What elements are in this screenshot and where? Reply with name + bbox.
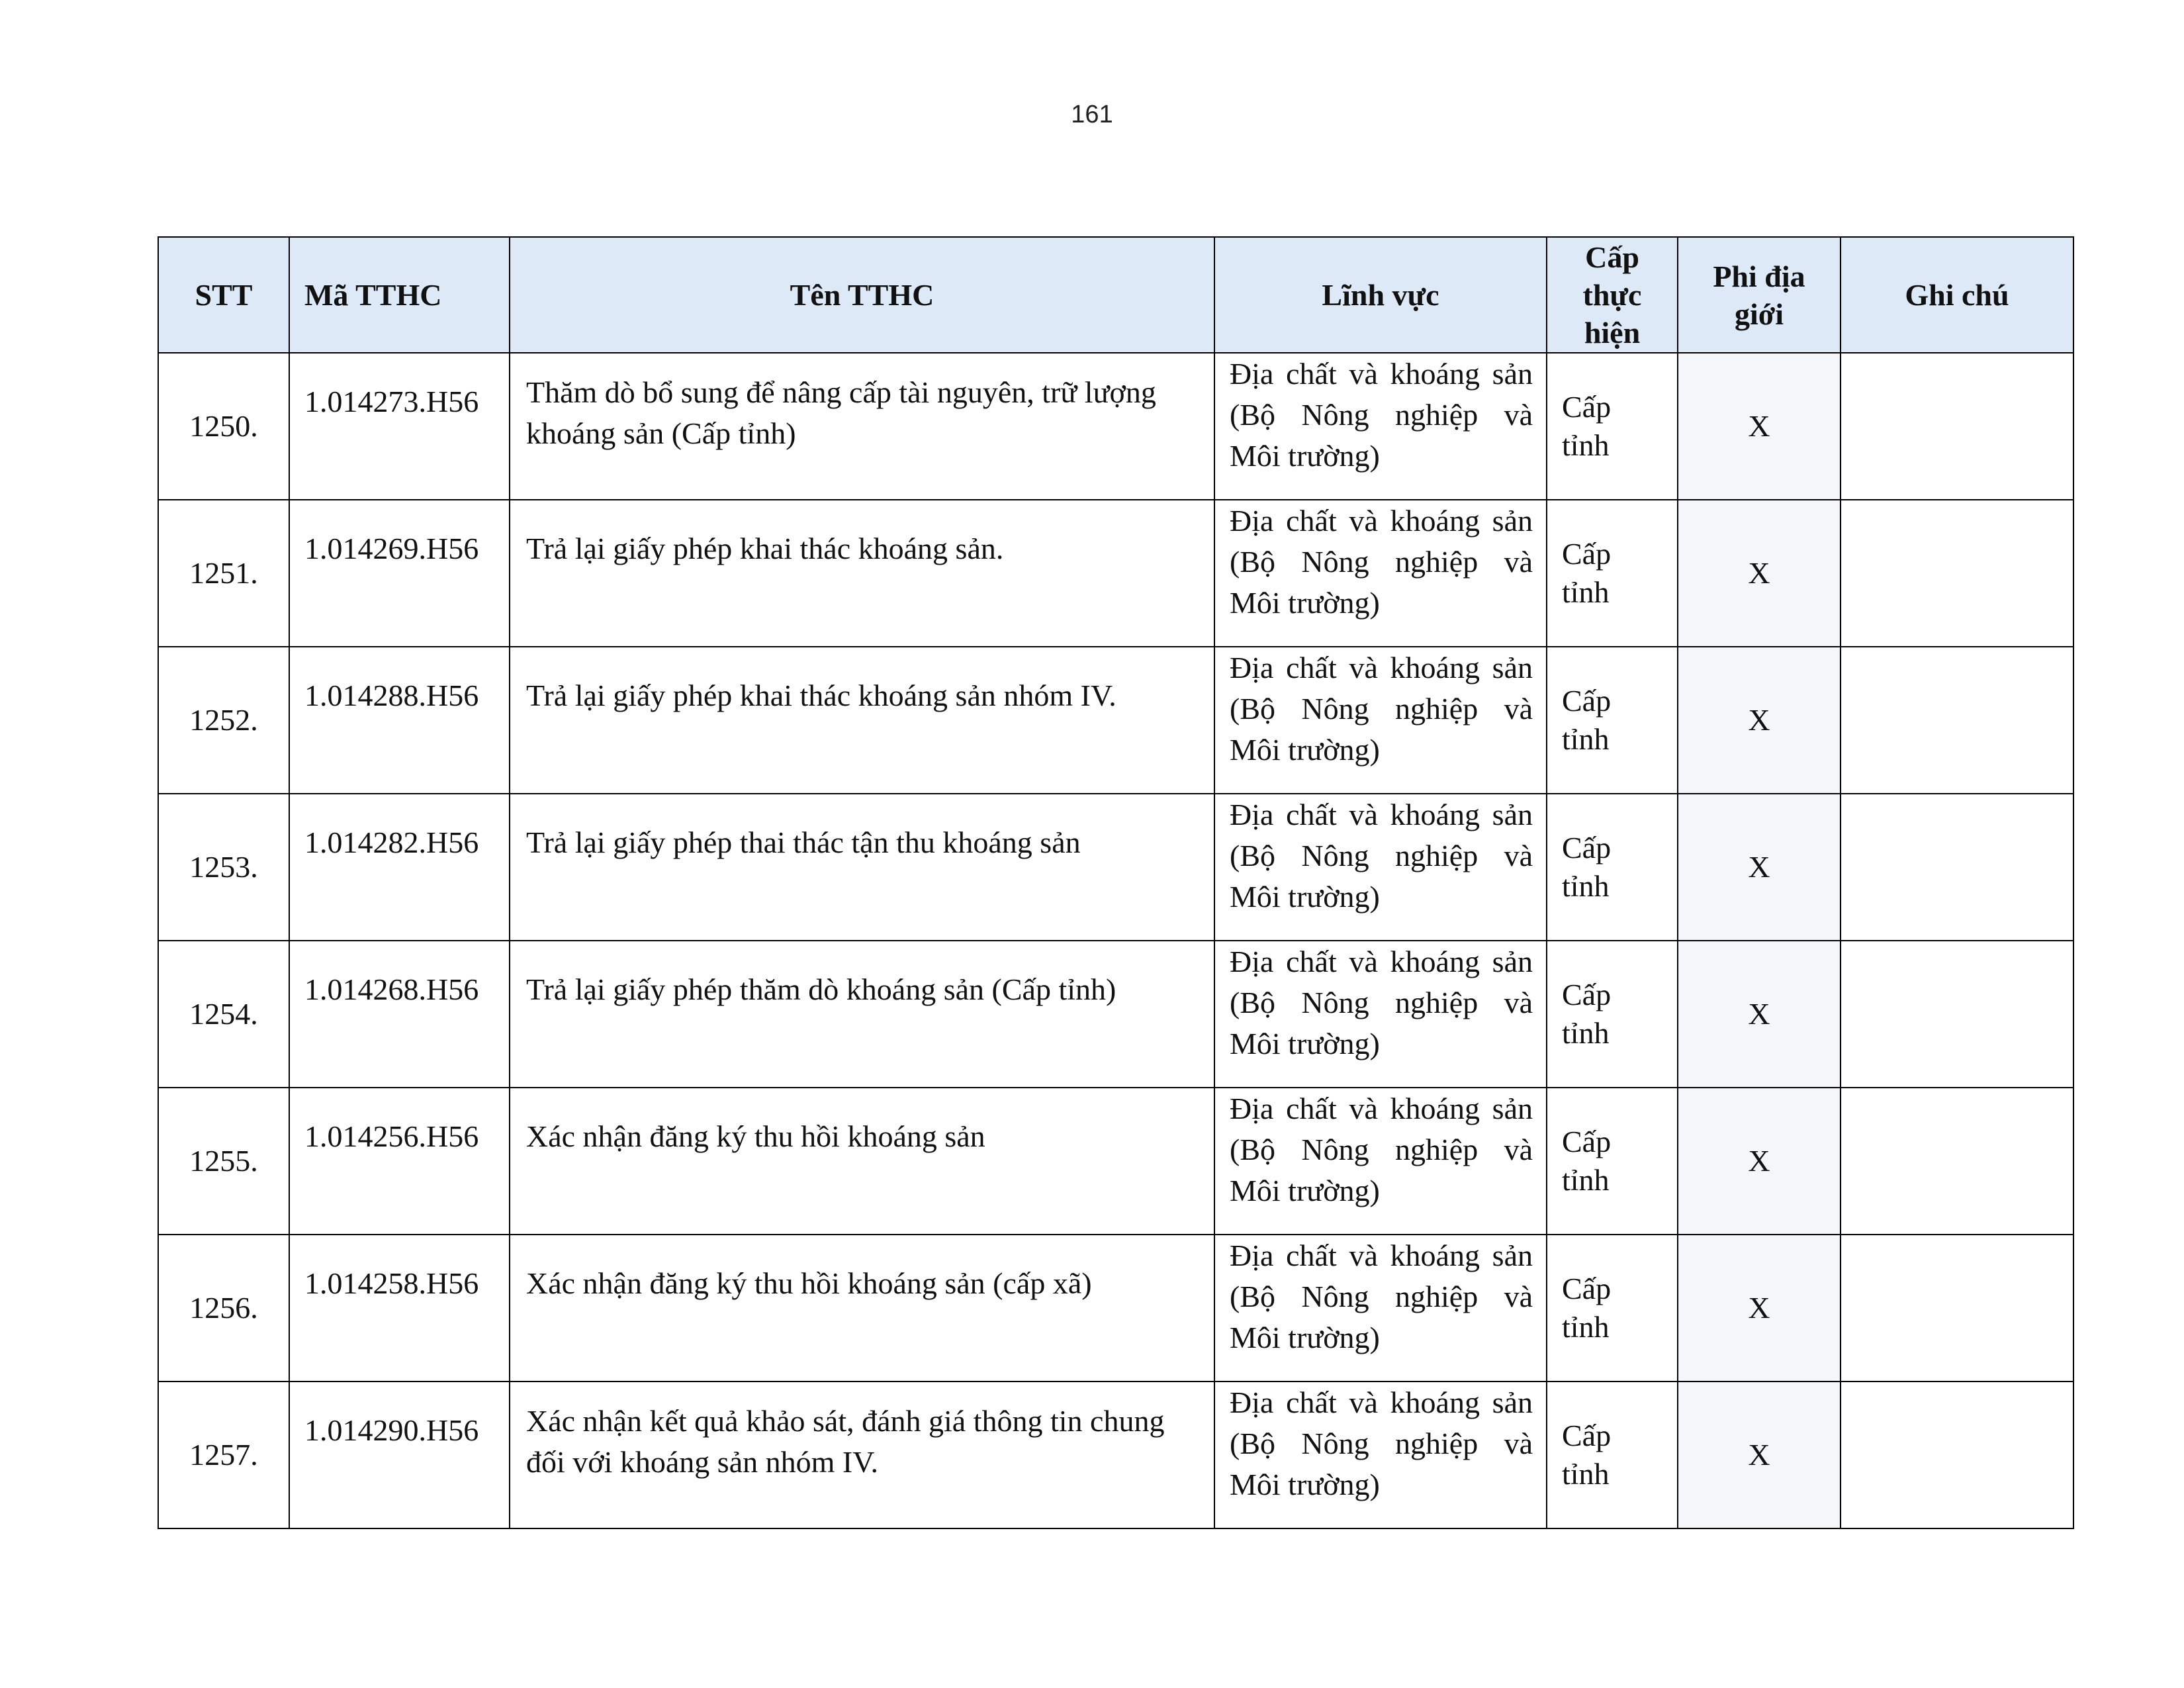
cell-code: 1.014268.H56	[289, 941, 510, 1088]
cell-note	[1841, 353, 2073, 500]
cell-level	[1547, 1382, 1678, 1528]
cell-level-line1: Cấp	[1562, 1125, 1612, 1158]
cell-name-text: Trả lại giấy phép khai thác khoáng sản.	[526, 532, 1004, 565]
cell-note	[1841, 1382, 2073, 1528]
header-field: Lĩnh vực	[1214, 237, 1547, 353]
cell-note	[1841, 941, 2073, 1088]
cell-name: Xác nhận kết quả khảo sát, đánh giá thông tin chung đối với khoáng sản nhóm IV.	[510, 1382, 1214, 1528]
cell-level-line1: Cấp	[1562, 684, 1612, 718]
table-row	[158, 1382, 2073, 1528]
table-header	[158, 237, 2073, 353]
cell-field: Địa chất và khoáng sản (Bộ Nông nghiệp và Môi trường)	[1214, 1235, 1547, 1382]
cell-non-boundary: X	[1678, 1235, 1841, 1382]
cell-name	[510, 941, 1214, 1088]
table-row	[158, 794, 2073, 941]
header-level	[1547, 237, 1678, 353]
cell-note	[1841, 647, 2073, 794]
header-level-line3: hiện	[1584, 316, 1641, 350]
cell-code: 1.014288.H56	[289, 647, 510, 794]
cell-field: Địa chất và khoáng sản (Bộ Nông nghiệp và Môi trường)	[1214, 500, 1547, 647]
cell-level-line2: tỉnh	[1562, 1310, 1610, 1344]
cell-note	[1841, 500, 2073, 647]
cell-name: Thăm dò bổ sung để nâng cấp tài nguyên, trữ lượng khoáng sản (Cấp tỉnh)	[510, 353, 1214, 500]
page-number: 161	[1071, 101, 1113, 128]
cell-non-boundary: X	[1678, 647, 1841, 794]
cell-level-line2: tỉnh	[1562, 1016, 1610, 1050]
cell-name	[510, 647, 1214, 794]
cell-level-line2: tỉnh	[1562, 869, 1610, 903]
cell-code: 1.014258.H56	[289, 1235, 510, 1382]
cell-name	[510, 1235, 1214, 1382]
cell-level-line2: tỉnh	[1562, 575, 1610, 609]
cell-non-boundary: X	[1678, 1382, 1841, 1528]
cell-level-line1: Cấp	[1562, 1419, 1612, 1452]
table-row	[158, 500, 2073, 647]
cell-stt: 1256.	[158, 1235, 289, 1382]
cell-name-text: Xác nhận đăng ký thu hồi khoáng sản	[526, 1119, 985, 1153]
cell-level-line1: Cấp	[1562, 390, 1612, 424]
cell-code: 1.014269.H56	[289, 500, 510, 647]
cell-name-text: Trả lại giấy phép thăm dò khoáng sản (Cấp tỉnh)	[526, 972, 1116, 1006]
cell-level-line1: Cấp	[1562, 1272, 1612, 1305]
cell-level-line2: tỉnh	[1562, 428, 1610, 462]
cell-stt: 1254.	[158, 941, 289, 1088]
cell-field: Địa chất và khoáng sản (Bộ Nông nghiệp và Môi trường)	[1214, 941, 1547, 1088]
cell-level-line1: Cấp	[1562, 831, 1612, 865]
cell-name	[510, 794, 1214, 941]
header-level-line2: thực	[1582, 278, 1642, 312]
cell-code: 1.014256.H56	[289, 1088, 510, 1235]
cell-stt: 1253.	[158, 794, 289, 941]
cell-field: Địa chất và khoáng sản (Bộ Nông nghiệp và Môi trường)	[1214, 353, 1547, 500]
cell-name-text: Trả lại giấy phép khai thác khoáng sản nhóm IV.	[526, 679, 1116, 712]
cell-name	[510, 500, 1214, 647]
header-name: Tên TTHC	[510, 237, 1214, 353]
cell-stt: 1257.	[158, 1382, 289, 1528]
cell-field: Địa chất và khoáng sản (Bộ Nông nghiệp và Môi trường)	[1214, 1088, 1547, 1235]
cell-level	[1547, 500, 1678, 647]
table-row	[158, 647, 2073, 794]
cell-note	[1841, 1088, 2073, 1235]
cell-level	[1547, 353, 1678, 500]
header-note: Ghi chú	[1841, 237, 2073, 353]
cell-name	[510, 1088, 1214, 1235]
cell-field: Địa chất và khoáng sản (Bộ Nông nghiệp và Môi trường)	[1214, 1382, 1547, 1528]
cell-level	[1547, 647, 1678, 794]
cell-non-boundary: X	[1678, 1088, 1841, 1235]
cell-non-boundary: X	[1678, 941, 1841, 1088]
table-row	[158, 1088, 2073, 1235]
cell-non-boundary: X	[1678, 500, 1841, 647]
cell-level-line1: Cấp	[1562, 537, 1612, 571]
table-body	[158, 353, 2073, 1528]
cell-level-line2: tỉnh	[1562, 1457, 1610, 1491]
cell-field: Địa chất và khoáng sản (Bộ Nông nghiệp và Môi trường)	[1214, 794, 1547, 941]
cell-stt: 1255.	[158, 1088, 289, 1235]
cell-stt: 1252.	[158, 647, 289, 794]
cell-name-text: Trả lại giấy phép thai thác tận thu khoáng sản	[526, 825, 1081, 859]
cell-note	[1841, 1235, 2073, 1382]
cell-note	[1841, 794, 2073, 941]
cell-non-boundary: X	[1678, 353, 1841, 500]
header-non-boundary	[1678, 237, 1841, 353]
cell-non-boundary: X	[1678, 794, 1841, 941]
header-non-boundary-line2: giới	[1734, 297, 1784, 331]
cell-level	[1547, 794, 1678, 941]
cell-level-line1: Cấp	[1562, 978, 1612, 1011]
cell-field: Địa chất và khoáng sản (Bộ Nông nghiệp và Môi trường)	[1214, 647, 1547, 794]
cell-level-line2: tỉnh	[1562, 722, 1610, 756]
header-level-line1: Cấp	[1585, 240, 1639, 274]
cell-code: 1.014273.H56	[289, 353, 510, 500]
header-code: Mã TTHC	[289, 237, 510, 353]
cell-level	[1547, 1088, 1678, 1235]
table-row	[158, 1235, 2073, 1382]
cell-level	[1547, 941, 1678, 1088]
cell-level-line2: tỉnh	[1562, 1163, 1610, 1197]
cell-name-text: Xác nhận đăng ký thu hồi khoáng sản (cấp xã)	[526, 1266, 1092, 1300]
header-row	[158, 237, 2073, 353]
cell-stt: 1251.	[158, 500, 289, 647]
table-row	[158, 941, 2073, 1088]
header-non-boundary-line1: Phi địa	[1713, 259, 1805, 293]
cell-code: 1.014290.H56	[289, 1382, 510, 1528]
procedures-table	[158, 236, 2074, 1529]
cell-level	[1547, 1235, 1678, 1382]
header-stt: STT	[158, 237, 289, 353]
cell-stt: 1250.	[158, 353, 289, 500]
table-row	[158, 353, 2073, 500]
cell-code: 1.014282.H56	[289, 794, 510, 941]
